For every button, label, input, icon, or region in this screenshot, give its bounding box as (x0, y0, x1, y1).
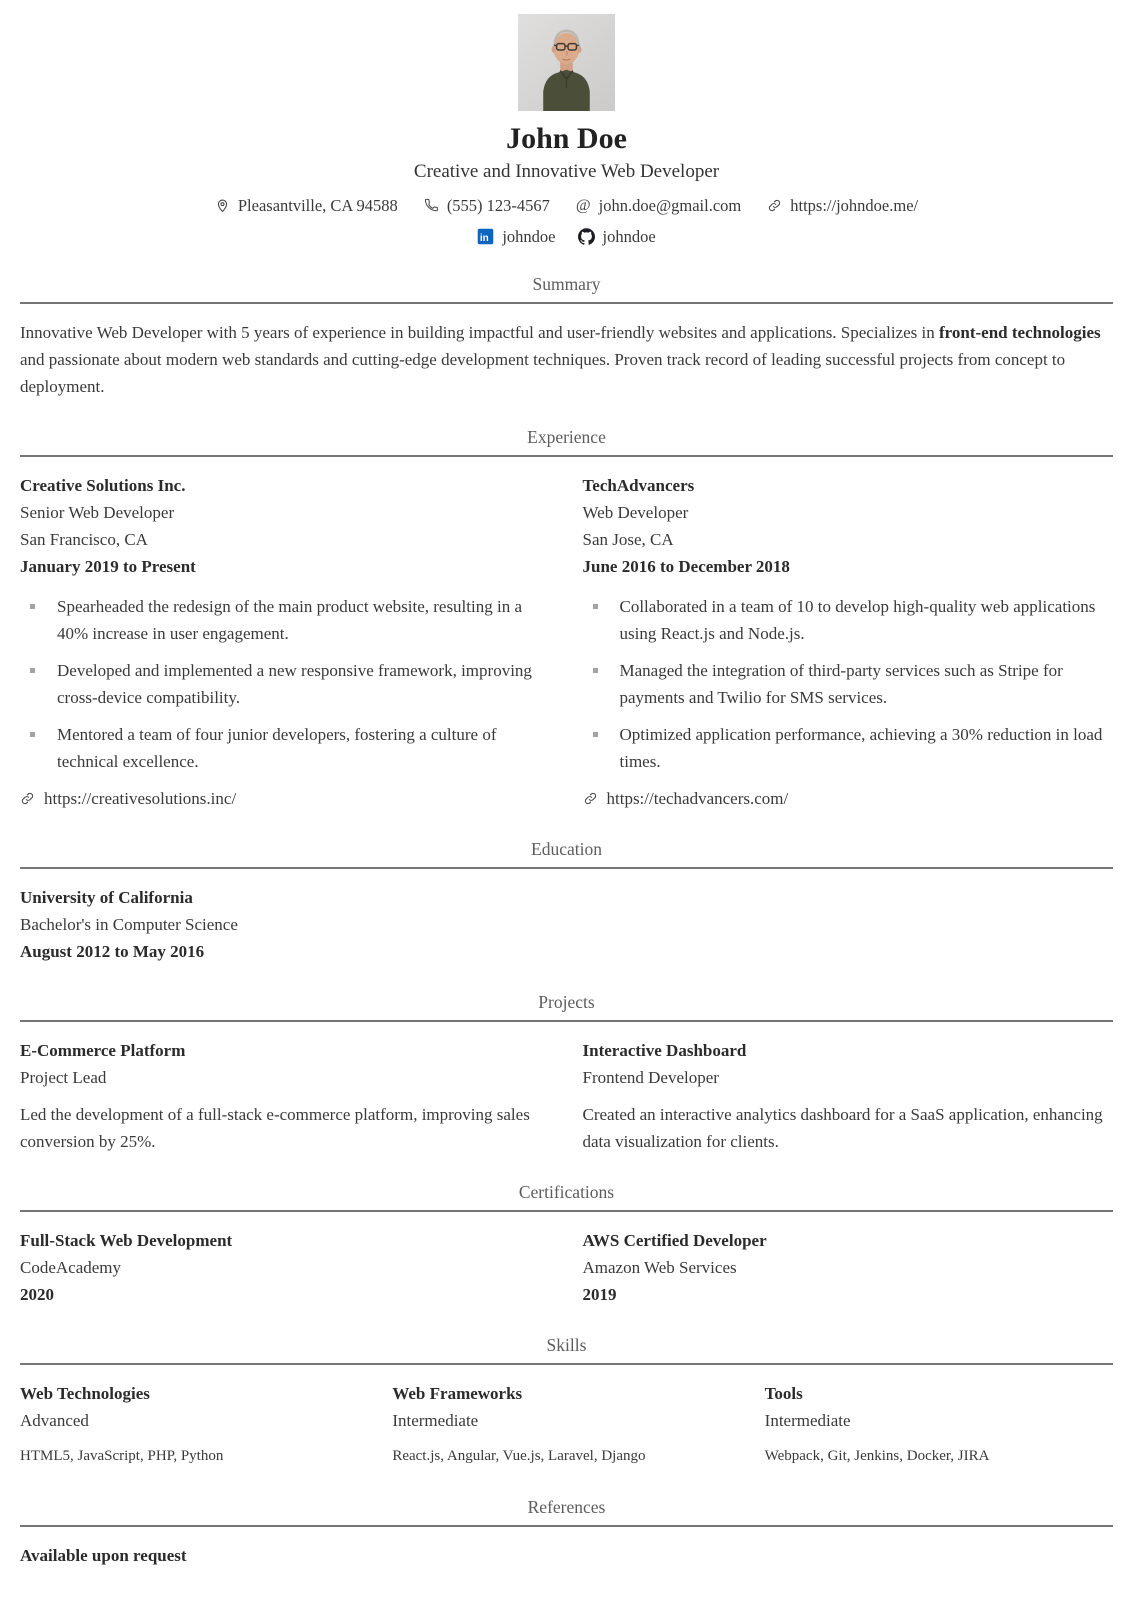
company-name: TechAdvancers (582, 475, 695, 495)
school-name: University of California (20, 887, 193, 907)
section-summary (20, 274, 1113, 400)
skill-level: Intermediate (392, 1410, 479, 1430)
job-dates: January 2019 to Present (20, 556, 196, 576)
summary-heading: Summary (20, 274, 1113, 304)
project-name: Interactive Dashboard (582, 1040, 747, 1060)
education-heading: Education (20, 839, 1113, 869)
github-icon (578, 228, 595, 245)
skill-group (20, 1380, 368, 1470)
experience-job (583, 472, 1114, 812)
company-link-text: https://creativesolutions.inc/ (44, 788, 237, 808)
section-projects (20, 992, 1113, 1155)
github-handle: johndoe (602, 226, 656, 246)
project-role: Frontend Developer (582, 1067, 719, 1087)
section-skills (20, 1335, 1113, 1470)
linkedin-icon (477, 228, 494, 245)
contact-location (215, 196, 398, 216)
contact-email[interactable] (576, 196, 741, 216)
linkedin-profile[interactable] (477, 227, 555, 247)
phone-icon (424, 198, 439, 213)
contact-location-text: Pleasantville, CA 94588 (237, 195, 398, 215)
experience-job (20, 472, 551, 812)
skill-group-name: Web Technologies (20, 1383, 150, 1403)
project-description: Created an interactive analytics dashboard for a SaaS application, enhancing data visualization for clients. (582, 1104, 1103, 1151)
section-education (20, 839, 1113, 965)
contact-website-text: https://johndoe.me/ (790, 195, 919, 215)
education-dates: August 2012 to May 2016 (20, 941, 205, 961)
section-certifications (20, 1182, 1113, 1308)
project-item (583, 1037, 1114, 1155)
summary-text (20, 319, 1113, 400)
location-icon (215, 198, 230, 213)
job-bullet: Mentored a team of four junior developers, fostering a culture of technical excellence. (20, 721, 551, 775)
job-location: San Jose, CA (582, 529, 674, 549)
link-icon (767, 198, 782, 213)
project-description: Led the development of a full-stack e-commerce platform, improving sales conversion by 25%. (20, 1104, 530, 1151)
experience-heading: Experience (20, 427, 1113, 457)
company-link[interactable] (583, 785, 1114, 812)
job-bullet: Optimized application performance, achieving a 30% reduction in load times. (583, 721, 1114, 775)
certification-year: 2019 (582, 1284, 617, 1304)
section-references (20, 1497, 1113, 1569)
summary-text-part: Innovative Web Developer with 5 years of experience in building impactful and user-friendly websites and applications. Specializes in (20, 322, 939, 342)
job-bullet: Collaborated in a team of 10 to develop high-quality web applications using React.js and Node.js. (583, 593, 1114, 647)
skill-level: Intermediate (764, 1410, 851, 1430)
certifications-heading: Certifications (20, 1182, 1113, 1212)
job-location: San Francisco, CA (20, 529, 148, 549)
link-icon (20, 791, 35, 806)
references-heading: References (20, 1497, 1113, 1527)
projects-heading: Projects (20, 992, 1113, 1022)
svg-text:in: in (480, 232, 489, 244)
degree: Bachelor's in Computer Science (20, 914, 238, 934)
contact-phone-text: (555) 123-4567 (446, 195, 550, 215)
skill-level: Advanced (20, 1410, 89, 1430)
job-bullets (583, 593, 1114, 775)
certification-issuer: CodeAcademy (20, 1257, 122, 1277)
job-bullet: Spearheaded the redesign of the main product website, resulting in a 40% increase in user engagement. (20, 593, 551, 647)
person-title: Creative and Innovative Web Developer (413, 160, 720, 182)
job-role: Senior Web Developer (20, 502, 175, 522)
skill-group-name: Tools (764, 1383, 803, 1403)
skills-heading: Skills (20, 1335, 1113, 1365)
project-item (20, 1037, 551, 1155)
skill-keywords: Webpack, Git, Jenkins, Docker, JIRA (764, 1447, 990, 1464)
job-bullet: Developed and implemented a new responsive framework, improving cross-device compatibility. (20, 657, 551, 711)
link-icon (583, 791, 598, 806)
references-text: Available upon request (20, 1545, 187, 1565)
project-name: E-Commerce Platform (20, 1040, 186, 1060)
social-row (20, 227, 1113, 247)
contact-email-text: john.doe@gmail.com (598, 195, 742, 215)
contact-row (20, 196, 1113, 216)
summary-text-bold: front-end technologies (939, 322, 1101, 342)
section-experience (20, 427, 1113, 812)
certification-item (20, 1227, 551, 1308)
job-bullets (20, 593, 551, 775)
job-bullet: Managed the integration of third-party services such as Stripe for payments and Twilio for SMS services. (583, 657, 1114, 711)
certification-name: AWS Certified Developer (582, 1230, 767, 1250)
skill-group (392, 1380, 740, 1470)
at-icon: @ (575, 196, 591, 214)
contact-phone (424, 196, 550, 216)
project-role: Project Lead (20, 1067, 107, 1087)
company-link-text: https://techadvancers.com/ (606, 788, 789, 808)
company-link[interactable] (20, 785, 551, 812)
certification-name: Full-Stack Web Development (20, 1230, 233, 1250)
job-role: Web Developer (582, 502, 689, 522)
profile-photo-illustration (518, 14, 615, 111)
person-name: John Doe (506, 122, 627, 155)
resume-header (20, 14, 1113, 247)
summary-text-part: and passionate about modern web standards and cutting-edge development techniques. Proven track record of leading successful projects from concept to deployment. (20, 349, 1066, 396)
skill-group (765, 1380, 1113, 1470)
github-profile[interactable] (578, 227, 656, 247)
certification-item (583, 1227, 1114, 1308)
job-dates: June 2016 to December 2018 (582, 556, 790, 576)
profile-photo (518, 14, 615, 111)
certification-year: 2020 (20, 1284, 54, 1304)
certification-issuer: Amazon Web Services (582, 1257, 737, 1277)
contact-website[interactable] (767, 196, 918, 216)
skill-keywords: HTML5, JavaScript, PHP, Python (20, 1447, 224, 1464)
skill-group-name: Web Frameworks (392, 1383, 523, 1403)
linkedin-handle: johndoe (502, 226, 556, 246)
skill-keywords: React.js, Angular, Vue.js, Laravel, Django (392, 1447, 646, 1464)
company-name: Creative Solutions Inc. (20, 475, 186, 495)
